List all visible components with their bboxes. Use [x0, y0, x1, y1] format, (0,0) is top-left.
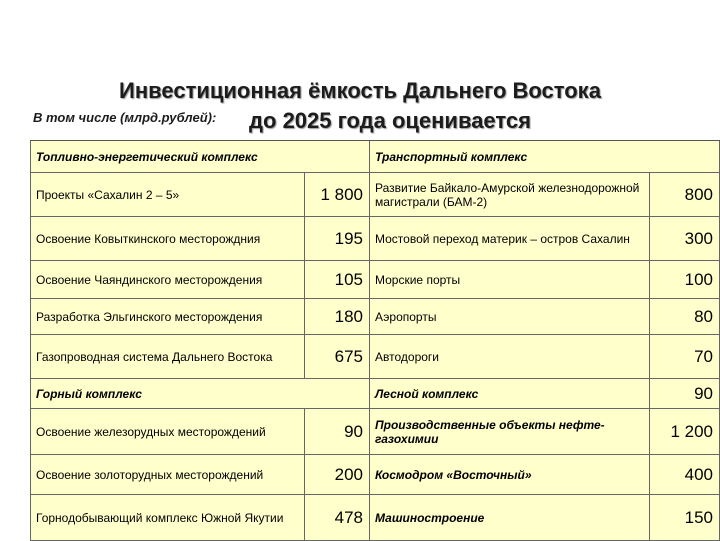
header-mining: Горный комплекс: [30, 379, 370, 409]
left-row-value: 478: [305, 495, 370, 541]
right-row-value: 150: [650, 495, 720, 541]
right-row-value: 100: [650, 261, 720, 299]
right-row-label: Мостовой переход материк – остров Сахалин: [370, 217, 650, 261]
left-row-value: 1 800: [305, 173, 370, 217]
left-row-value: 105: [305, 261, 370, 299]
page-subtitle: до 2025 года оценивается: [249, 108, 531, 133]
left-row-label: Разработка Эльгинского месторождения: [30, 299, 305, 335]
header-forestry: Лесной комплекс: [370, 379, 650, 409]
left-row-label: Горнодобывающий комплекс Южной Якутии: [30, 495, 305, 541]
right-row-label: Космодром «Восточный»: [370, 455, 650, 495]
page-title: Инвестиционная ёмкость Дальнего Востока: [119, 78, 601, 103]
right-row-label: Развитие Байкало-Амурской железнодорожной магистрали (БАМ-2): [370, 173, 650, 217]
left-row-label: Проекты «Сахалин 2 – 5»: [30, 173, 305, 217]
right-row-value: 300: [650, 217, 720, 261]
right-row-label: Морские порты: [370, 261, 650, 299]
investment-table: [30, 140, 720, 541]
left-row-label: Освоение Ковыткинского месторождния: [30, 217, 305, 261]
right-row-label: Аэропорты: [370, 299, 650, 335]
right-row-value: 1 200: [650, 409, 720, 455]
right-row-label: Машиностроение: [370, 495, 650, 541]
right-row-value: 400: [650, 455, 720, 495]
forestry-value: 90: [650, 379, 720, 409]
units-note: В том числе (млрд.рублей):: [33, 110, 217, 125]
right-row-label: Автодороги: [370, 335, 650, 379]
left-row-label: Газопроводная система Дальнего Востока: [30, 335, 305, 379]
left-row-label: Освоение золоторудных месторождений: [30, 455, 305, 495]
right-row-value: 70: [650, 335, 720, 379]
right-row-value: 800: [650, 173, 720, 217]
left-row-value: 200: [305, 455, 370, 495]
header-fuel-energy: Топливно-энергетический комплекс: [30, 141, 370, 173]
left-row-value: 180: [305, 299, 370, 335]
left-row-label: Освоение железорудных месторождений: [30, 409, 305, 455]
header-transport: Транспортный комплекс: [370, 141, 720, 173]
left-row-value: 675: [305, 335, 370, 379]
left-row-label: Освоение Чаяндинского месторождения: [30, 261, 305, 299]
left-row-value: 90: [305, 409, 370, 455]
right-row-value: 80: [650, 299, 720, 335]
left-row-value: 195: [305, 217, 370, 261]
right-row-label: Производственные объекты нефте-газохимии: [370, 409, 650, 455]
